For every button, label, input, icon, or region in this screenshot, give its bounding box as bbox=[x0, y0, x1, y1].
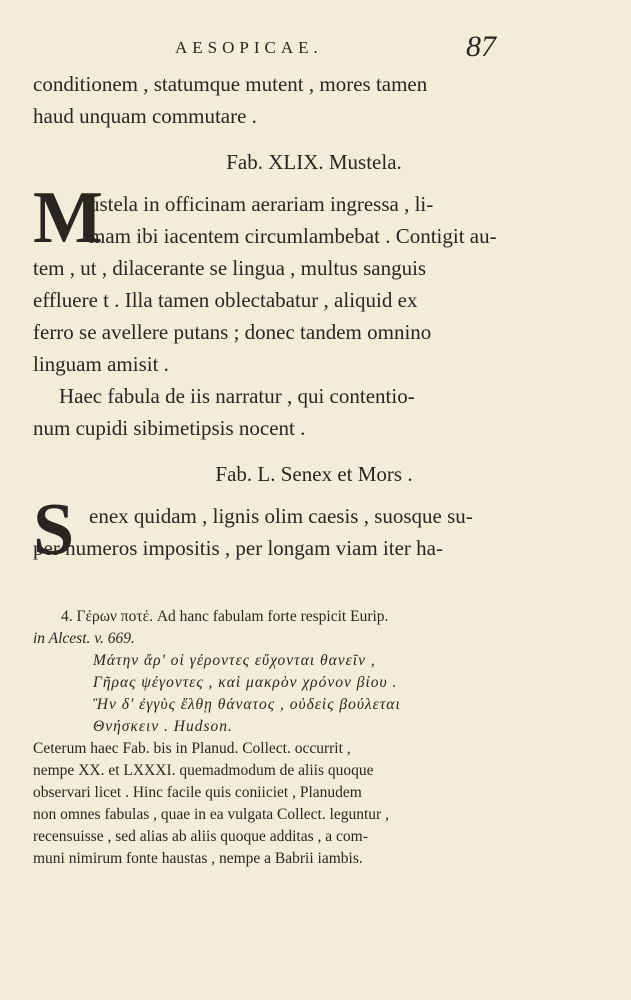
greek-quote-line: Γῆρας ψέγοντες , καὶ μακρὸν χρόνον βίου . bbox=[93, 674, 398, 691]
footnote-reference: in Alcest. v. 669. bbox=[33, 630, 135, 647]
text-line: tem , ut , dilacerante se lingua , multus sanguis bbox=[33, 256, 427, 280]
text-line: ferro se avellere putans ; donec tandem omnino bbox=[33, 320, 432, 344]
footnote-line: muni nimirum fonte haustas , nempe a Babrii iambis. bbox=[33, 850, 363, 867]
text-line: ustela in officinam aerariam ingressa , li- bbox=[89, 192, 434, 216]
running-title: AESOPICAE. bbox=[175, 38, 323, 57]
greek-quote-line: Ἢν δ' ἐγγὺς ἔλθῃ θάνατος , οὐδεὶς βούλεται bbox=[93, 696, 401, 713]
footnote-line: observari licet . Hinc facile quis coniiciet , Planudem bbox=[33, 784, 362, 801]
text-line: haud unquam commutare . bbox=[33, 104, 257, 128]
footnote-line: nempe XX. et LXXXI. quemadmodum de aliis quoque bbox=[33, 762, 374, 779]
text-line: effluere t . Illa tamen oblectabatur , aliquid ex bbox=[33, 288, 418, 312]
footnote-line: 4. Γέρων ποτέ. Ad hanc fabulam forte respicit Eurip. bbox=[61, 608, 389, 625]
fable-text bbox=[33, 177, 595, 444]
footnote-line: recensuisse , sed alias ab aliis quoque additas , a com- bbox=[33, 828, 368, 845]
text-line: linguam amisit . bbox=[33, 352, 169, 376]
page-number: 87 bbox=[466, 30, 496, 63]
footnote-line: non omnes fabulas , quae in ea vulgata Collect. leguntur , bbox=[33, 806, 389, 823]
text-line: enex quidam , lignis olim caesis , suosque su- bbox=[89, 504, 473, 528]
drop-capital: S bbox=[33, 489, 75, 571]
greek-quote-line: Μάτην ἄρ' οἱ γέροντες εὔχονται θανεῖν , bbox=[93, 652, 376, 669]
page-header bbox=[0, 30, 631, 70]
moral-line: Haec fabula de iis narratur , qui contentio- bbox=[59, 384, 415, 408]
footnotes bbox=[33, 606, 598, 870]
fable-title: Fab. L. Senex et Mors . bbox=[215, 462, 413, 486]
footnote-line: Ceterum haec Fab. bis in Planud. Collect. occurrit , bbox=[33, 740, 351, 757]
main-text bbox=[33, 68, 595, 571]
greek-quote-line: Θνήσκειν . Hudson. bbox=[93, 718, 233, 735]
text-line: conditionem , statumque mutent , mores tamen bbox=[33, 72, 428, 96]
moral-line: num cupidi sibimetipsis nocent . bbox=[33, 416, 306, 440]
text-line: mam ibi iacentem circumlambebat . Contigit au- bbox=[89, 224, 497, 248]
fable-title: Fab. XLIX. Mustela. bbox=[226, 150, 402, 174]
drop-capital: M bbox=[33, 177, 103, 259]
text-line: per humeros impositis , per longam viam iter ha- bbox=[33, 536, 443, 560]
fable-text bbox=[33, 489, 595, 571]
